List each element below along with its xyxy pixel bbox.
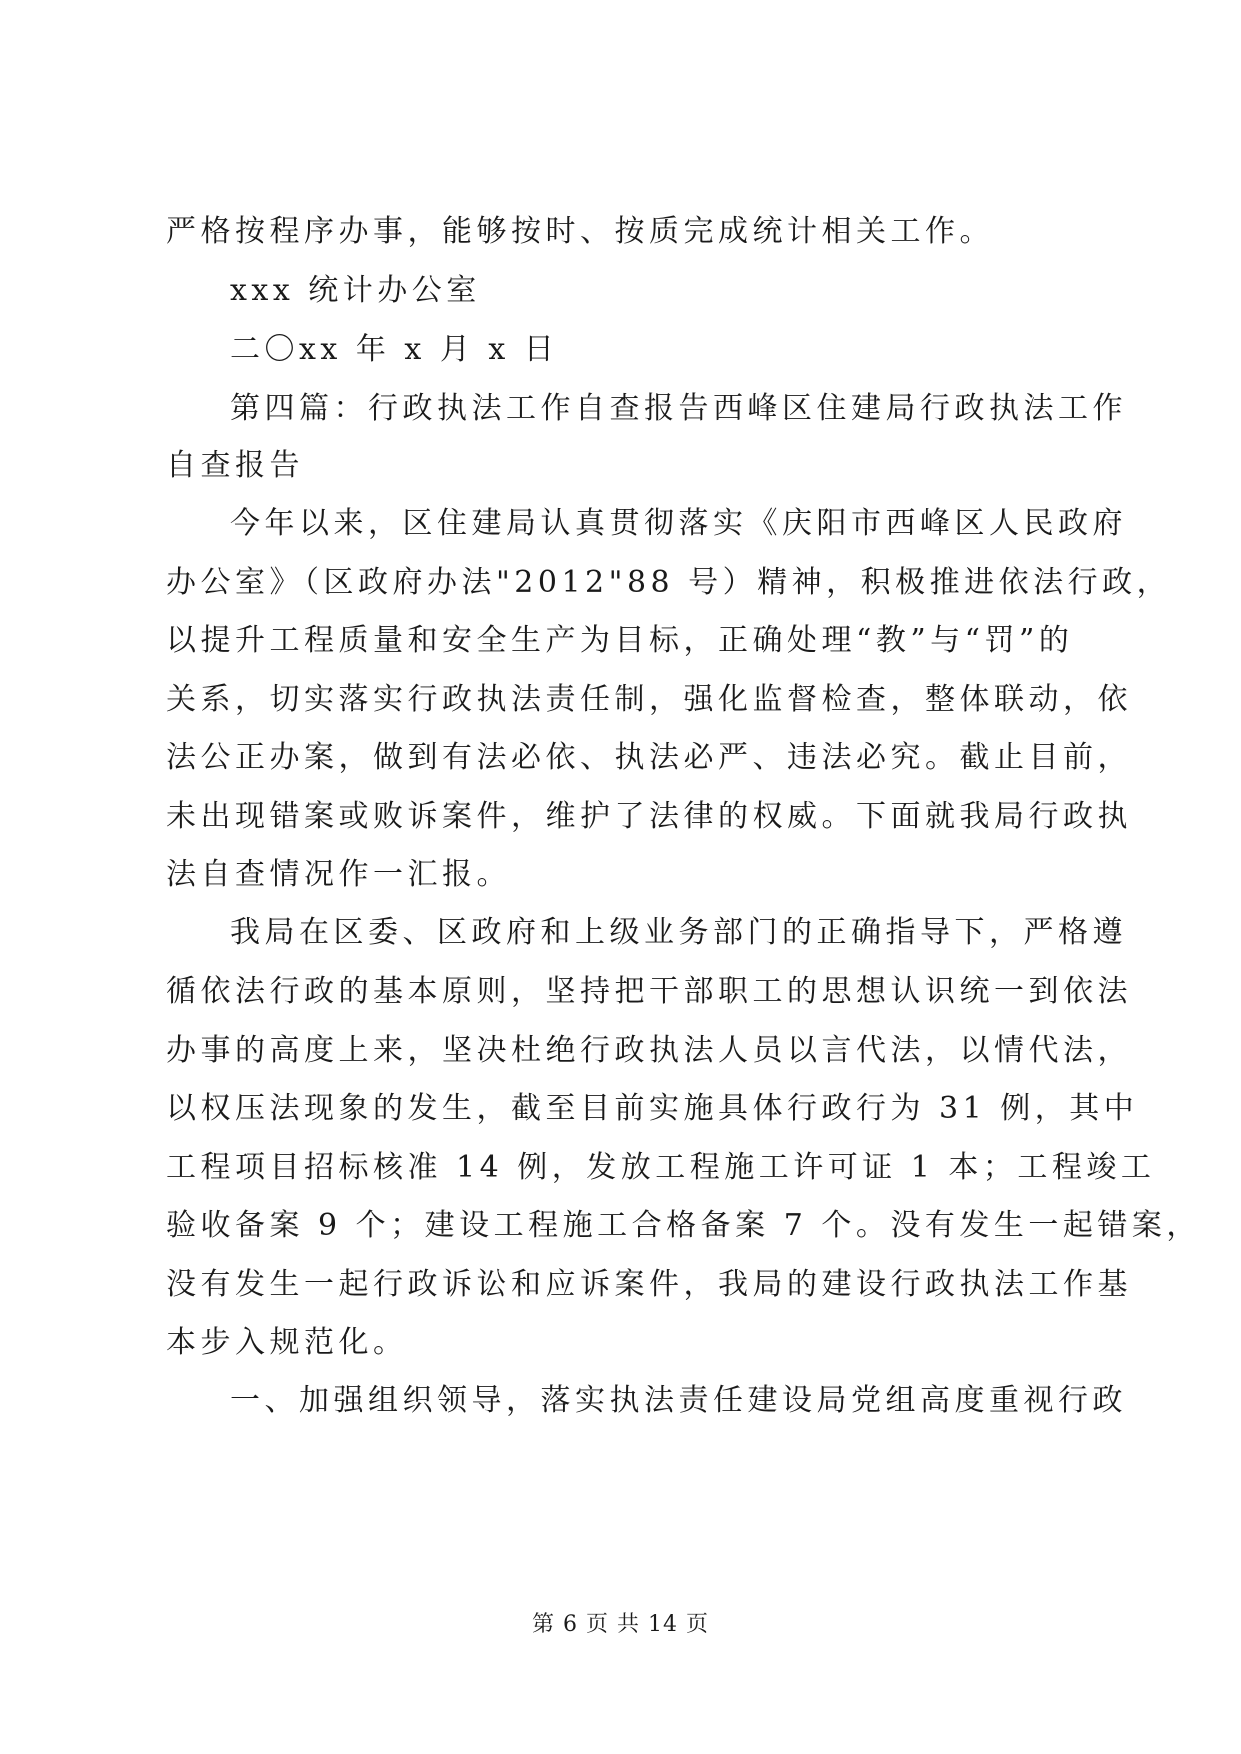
signature-office: xxx 统计办公室: [230, 273, 481, 308]
paragraph-2-line-2: 循依法行政的基本原则，坚持把干部职工的思想认识统一到依法: [166, 974, 1132, 1009]
paragraph-1-line-3: 以提升工程质量和安全生产为目标，正确处理“教”与“罚”的: [166, 623, 1074, 658]
page-number: 第 6 页 共 14 页: [532, 1612, 709, 1637]
paragraph-1-line-2: 办公室》（区政府办法"2012"88 号）精神，积极推进依法行政，: [166, 565, 1172, 600]
body-line-1: 严格按程序办事，能够按时、按质完成统计相关工作。: [166, 214, 994, 249]
paragraph-1-line-7: 法自查情况作一汇报。: [166, 857, 511, 892]
paragraph-1-line-1: 今年以来，区住建局认真贯彻落实《庆阳市西峰区人民政府: [230, 506, 1127, 541]
paragraph-2-line-8: 本步入规范化。: [166, 1325, 408, 1360]
paragraph-2-line-5: 工程项目招标核准 14 例，发放工程施工许可证 1 本；工程竣工: [166, 1150, 1156, 1185]
paragraph-2-line-7: 没有发生一起行政诉讼和应诉案件，我局的建设行政执法工作基: [166, 1267, 1132, 1302]
paragraph-1-line-6: 未出现错案或败诉案件，维护了法律的权威。下面就我局行政执: [166, 799, 1132, 834]
paragraph-2-line-4: 以权压法现象的发生，截至目前实施具体行政行为 31 例，其中: [166, 1091, 1139, 1126]
section-title-line-2: 自查报告: [166, 448, 304, 483]
signature-date: 二〇xx 年 x 月 x 日: [230, 332, 559, 367]
section-title-line-1: 第四篇：行政执法工作自查报告西峰区住建局行政执法工作: [230, 391, 1127, 426]
paragraph-2-line-1: 我局在区委、区政府和上级业务部门的正确指导下，严格遵: [230, 915, 1127, 950]
paragraph-2-line-6: 验收备案 9 个；建设工程施工合格备案 7 个。没有发生一起错案，: [166, 1208, 1201, 1243]
paragraph-1-line-4: 关系，切实落实行政执法责任制，强化监督检查，整体联动，依: [166, 682, 1132, 717]
paragraph-3-line-1: 一、加强组织领导，落实执法责任建设局党组高度重视行政: [230, 1383, 1127, 1418]
paragraph-1-line-5: 法公正办案，做到有法必依、执法必严、违法必究。截止目前，: [166, 740, 1132, 775]
paragraph-2-line-3: 办事的高度上来，坚决杜绝行政执法人员以言代法，以情代法，: [166, 1033, 1132, 1068]
